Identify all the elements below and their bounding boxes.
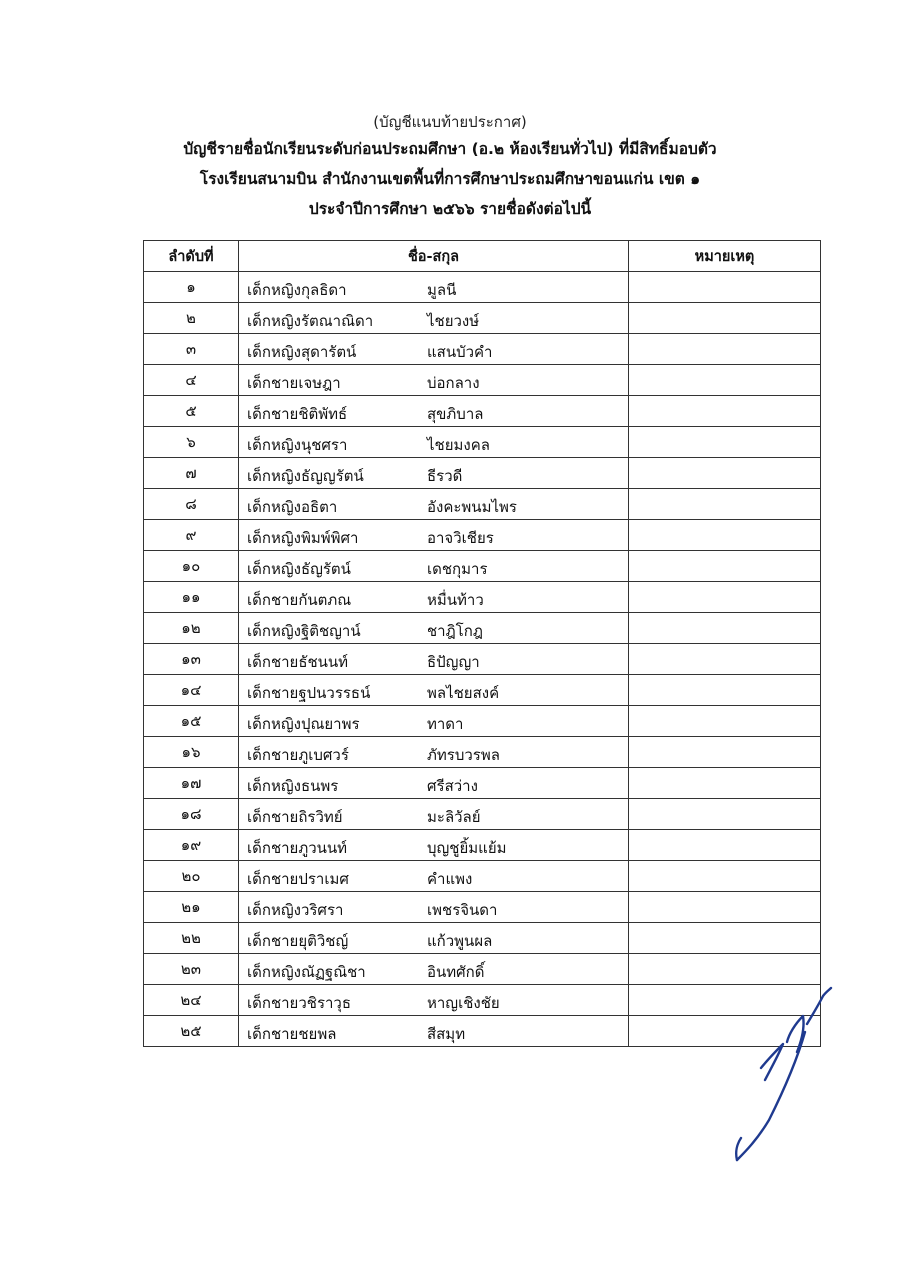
student-first-name: เด็กชายปราเมศ [247,870,349,888]
table-row [144,985,821,1016]
table-row [144,582,821,613]
header-row [144,241,821,272]
student-last-name: หมื่นท้าว [427,591,484,609]
student-last-name: ภัทรบวรพล [427,746,500,764]
row-number-cell: ๙ [144,520,239,551]
table-row [144,613,821,644]
remark-cell [629,551,821,582]
table-row [144,272,821,303]
row-number-cell: ๒๒ [144,923,239,954]
table-row [144,799,821,830]
student-first-name: เด็กหญิงวริศรา [247,901,344,919]
remark-cell [629,365,821,396]
student-name-cell [239,985,629,1016]
student-name-cell [239,396,629,427]
row-number-cell: ๑๑ [144,582,239,613]
remark-cell [629,861,821,892]
table-row [144,520,821,551]
student-first-name: เด็กชายชิติพัทธ์ [247,405,348,423]
student-name-cell [239,427,629,458]
student-last-name: แก้วพูนผล [427,932,493,950]
remark-cell [629,644,821,675]
row-number-cell: ๑๖ [144,737,239,768]
student-roster-table [143,240,821,1047]
signature-stroke-1 [761,1044,783,1080]
document-title-line-1: บัญชีรายชื่อนักเรียนระดับก่อนประถมศึกษา (อ.๒ ห้องเรียนทั่วไป) ที่มีสิทธิ์มอบตัว [183,140,717,158]
remark-cell [629,396,821,427]
student-last-name: บุญชูยิ้มแย้ม [427,839,507,857]
table-row [144,768,821,799]
remark-cell [629,706,821,737]
student-name-cell [239,737,629,768]
student-last-name: พลไชยสงค์ [427,684,500,702]
remark-cell [629,582,821,613]
student-last-name: สีสมุท [427,1025,466,1043]
row-number-cell: ๒๐ [144,861,239,892]
table-row [144,427,821,458]
row-number-cell: ๒๑ [144,892,239,923]
student-last-name: เดชกุมาร [427,560,488,578]
student-name-cell [239,334,629,365]
column-header-no: ลำดับที่ [144,241,239,272]
row-number-cell: ๑๔ [144,675,239,706]
student-name-cell [239,830,629,861]
row-number-cell: ๘ [144,489,239,520]
table-row [144,551,821,582]
row-number-cell: ๓ [144,334,239,365]
remark-cell [629,675,821,706]
student-first-name: เด็กชายถิรวิทย์ [247,808,343,826]
student-name-cell [239,892,629,923]
row-number-cell: ๒๕ [144,1016,239,1047]
student-name-cell [239,675,629,706]
student-name-cell [239,489,629,520]
student-first-name: เด็กชายฐปนวรรธน์ [247,684,371,702]
student-name-cell [239,272,629,303]
row-number-cell: ๑ [144,272,239,303]
remark-cell [629,892,821,923]
student-last-name: ไชยวงษ์ [427,312,480,330]
remark-cell [629,830,821,861]
student-first-name: เด็กชายภูวนนท์ [247,839,348,857]
student-first-name: เด็กหญิงอธิตา [247,498,338,516]
student-first-name: เด็กชายวชิราวุธ [247,994,352,1012]
row-number-cell: ๒ [144,303,239,334]
row-number-cell: ๒๓ [144,954,239,985]
student-last-name: อินทศักดิ์ [427,963,485,981]
student-name-cell [239,365,629,396]
remark-cell [629,303,821,334]
roster-body [144,272,821,1047]
remark-cell [629,334,821,365]
table-row [144,923,821,954]
row-number-cell: ๑๐ [144,551,239,582]
table-row [144,644,821,675]
remark-cell [629,923,821,954]
row-number-cell: ๒๔ [144,985,239,1016]
table-row [144,396,821,427]
student-last-name: ไชยมงคล [427,436,490,454]
roster-header [144,241,821,272]
student-first-name: เด็กชายธัชนนท์ [247,653,349,671]
row-number-cell: ๗ [144,458,239,489]
column-header-name: ชื่อ-สกุล [239,241,629,272]
student-name-cell [239,303,629,334]
student-last-name: คำแพง [427,870,473,888]
student-first-name: เด็กหญิงนุชศรา [247,436,348,454]
student-first-name: เด็กหญิงกุลธิดา [247,281,347,299]
table-row [144,706,821,737]
table-row [144,303,821,334]
student-first-name: เด็กชายกันตภณ [247,591,352,609]
signature-stroke-4 [737,1032,805,1160]
student-name-cell [239,861,629,892]
student-name-cell [239,551,629,582]
table-row [144,892,821,923]
document-title-line-3: ประจำปีการศึกษา ๒๕๖๖ รายชื่อดังต่อไปนี้ [308,200,592,218]
student-name-cell [239,954,629,985]
student-name-cell [239,1016,629,1047]
student-last-name: อังคะพนมไพร [427,498,517,516]
table-row [144,334,821,365]
document-title-line-2: โรงเรียนสนามบิน สำนักงานเขตพื้นที่การศึกษาประถมศึกษาขอนแก่น เขต ๑ [199,170,701,188]
table-row [144,675,821,706]
row-number-cell: ๖ [144,427,239,458]
student-name-cell [239,458,629,489]
table-row [144,489,821,520]
row-number-cell: ๑๕ [144,706,239,737]
signature-mark [725,980,855,1170]
remark-cell [629,737,821,768]
remark-cell [629,458,821,489]
remark-cell [629,799,821,830]
student-last-name: แสนบัวคำ [427,343,493,361]
document-header [0,110,900,224]
student-first-name: เด็กชายภูเบศวร์ [247,746,349,764]
student-last-name: มะลิวัลย์ [427,808,481,826]
student-first-name: เด็กหญิงฐิติชญาน์ [247,622,361,640]
remark-cell [629,768,821,799]
row-number-cell: ๑๓ [144,644,239,675]
student-name-cell [239,799,629,830]
student-last-name: หาญเชิงชัย [427,994,500,1012]
student-name-cell [239,768,629,799]
table-row [144,365,821,396]
student-name-cell [239,582,629,613]
student-first-name: เด็กหญิงธนพร [247,777,339,795]
student-name-cell [239,520,629,551]
student-name-cell [239,923,629,954]
student-first-name: เด็กหญิงรัตณาณิดา [247,312,374,330]
student-first-name: เด็กหญิงสุดารัตน์ [247,343,357,361]
table-row [144,458,821,489]
column-header-note: หมายเหตุ [629,241,821,272]
row-number-cell: ๕ [144,396,239,427]
student-last-name: ทาดา [427,715,464,733]
student-last-name: บ่อกลาง [427,374,480,392]
signature-strokes [736,988,831,1160]
student-last-name: ศรีสว่าง [427,777,478,795]
table-row [144,1016,821,1047]
table-row [144,861,821,892]
student-last-name: อาจวิเชียร [427,529,494,547]
student-first-name: เด็กหญิงปุณยาพร [247,715,360,733]
table-row [144,830,821,861]
student-name-cell [239,706,629,737]
student-first-name: เด็กชายเจษฎา [247,374,341,392]
table-row [144,954,821,985]
student-last-name: ธีรวดี [427,467,463,485]
student-last-name: เพชรจินดา [427,901,498,919]
student-first-name: เด็กชายชยพล [247,1025,337,1043]
student-first-name: เด็กหญิงธัญญรัตน์ [247,467,364,485]
remark-cell [629,613,821,644]
student-last-name: สุขภิบาล [427,405,484,423]
document-subtitle: (บัญชีแนบท้ายประกาศ) [373,113,527,131]
student-name-cell [239,613,629,644]
student-first-name: เด็กหญิงณัฏฐณิชา [247,963,366,981]
remark-cell [629,427,821,458]
table-row [144,737,821,768]
student-last-name: ชาฎิโกฎ [427,622,483,640]
signature-stroke-3 [807,988,831,1024]
remark-cell [629,520,821,551]
row-number-cell: ๔ [144,365,239,396]
row-number-cell: ๑๗ [144,768,239,799]
student-first-name: เด็กหญิงธัญรัตน์ [247,560,351,578]
student-last-name: ธิปัญญา [427,653,480,671]
student-name-cell [239,644,629,675]
student-last-name: มูลนี [427,281,457,299]
remark-cell [629,489,821,520]
remark-cell [629,272,821,303]
row-number-cell: ๑๘ [144,799,239,830]
student-first-name: เด็กหญิงพิมพ์พิศา [247,529,359,547]
row-number-cell: ๑๒ [144,613,239,644]
row-number-cell: ๑๙ [144,830,239,861]
student-first-name: เด็กชายยุติวิชญ์ [247,932,349,950]
